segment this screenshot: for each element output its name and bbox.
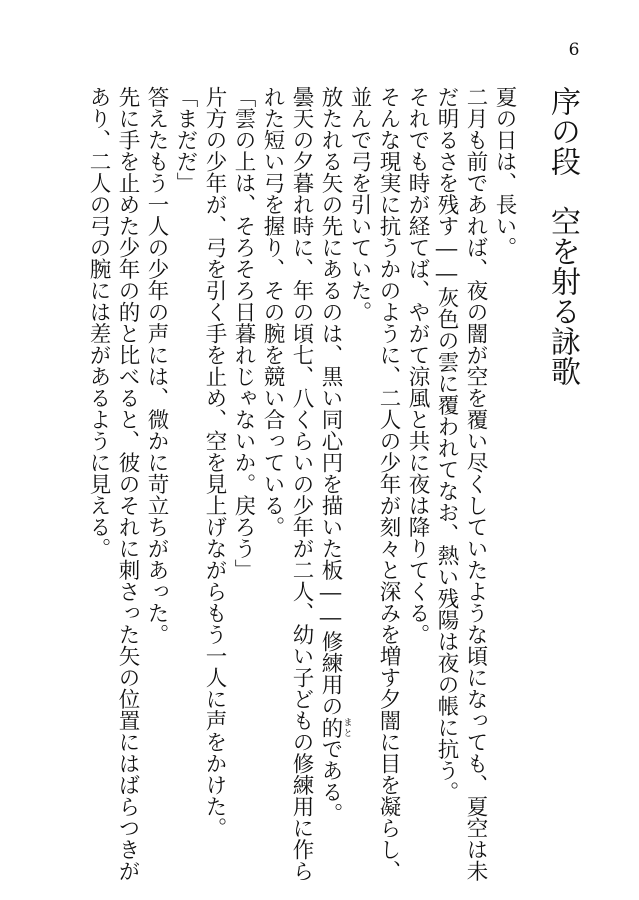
text-line-1: 夏の日は、長い。 <box>492 86 517 258</box>
text-line-7 <box>317 86 352 824</box>
text-line-7-main: 放たれる矢の先にあるのは、黒い同心円を描いた板――修練用の <box>318 86 343 717</box>
text-line-11: 片方の少年が、弓を引く手を止め、空を見上げながらもう一人に声をかけた。 <box>202 86 227 839</box>
text-line-3: だ明るさを残す――灰色の雲に覆われてなお、熱い残陽は夜の帳に抗う。 <box>434 86 459 803</box>
text-line-4: それでも時が経てば、やがて涼風と共に夜は降りてくる。 <box>405 86 430 645</box>
text-line-6: 並んで弓を引いていた。 <box>347 86 372 323</box>
text-line-12: 「まだだ」 <box>173 86 198 194</box>
text-line-13: 答えたもう一人の少年の声には、微かに苛立ちがあった。 <box>144 86 169 645</box>
ruby-base: 的 <box>318 716 343 738</box>
chapter-heading: 序の段 空を射る詠歌 <box>545 86 580 386</box>
text-line-14: 先に手を止めた少年の的と比べると、彼のそれに刺さった矢の位置にはばらつきが <box>115 86 140 882</box>
text-line-10: 「雲の上は、そろそろ日暮れじゃないか。戻ろう」 <box>231 86 256 581</box>
ruby-word <box>318 716 352 739</box>
page-number: 6 <box>568 40 580 60</box>
ruby-reading: まと <box>341 716 352 738</box>
text-line-9: れた短い弓を握り、その腕を競い合っている。 <box>260 86 285 538</box>
text-line-7-tail: である。 <box>318 738 343 824</box>
text-line-2: 二月も前であれば、夜の闇が空を覆い尽くしていたような頃になっても、夏空は未 <box>463 86 488 882</box>
text-line-15: あり、二人の弓の腕には差があるように見える。 <box>86 86 111 559</box>
text-line-5: そんな現実に抗うかのように、二人の少年が刻々と深みを増す夕闇に目を凝らし、 <box>376 86 401 882</box>
text-line-8: 曇天の夕暮れ時に、年の頃七、八くらいの少年が二人、幼い子どもの修練用に作ら <box>289 86 314 882</box>
